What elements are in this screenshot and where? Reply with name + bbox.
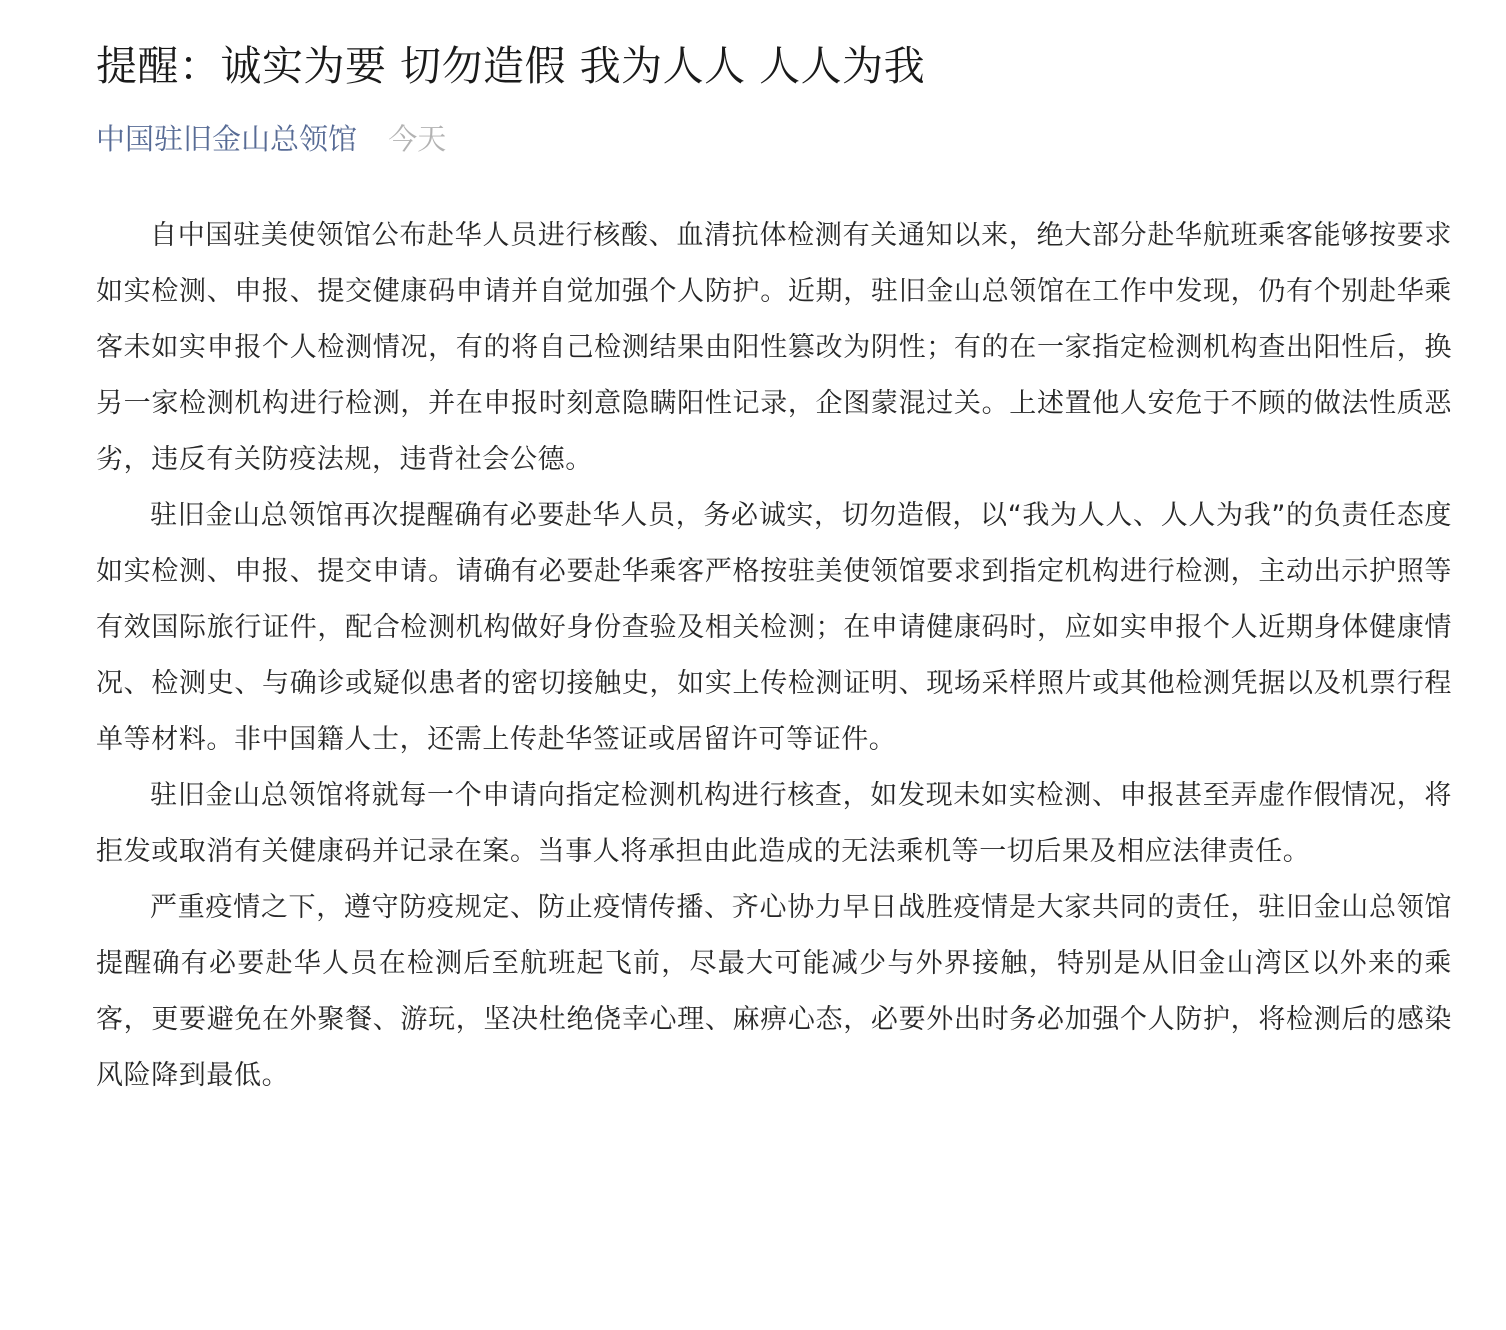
paragraph-3: 驻旧金山总领馆将就每一个申请向指定检测机构进行核查，如发现未如实检测、申报甚至弄虚作假情况，将拒发或取消有关健康码并记录在案。当事人将承担由此造成的无法乘机等一切后果及相应法律责任。 xyxy=(96,780,1452,867)
article xyxy=(96,36,1452,1104)
article-title: 提醒：诚实为要 切勿造假 我为人人 人人为我 xyxy=(96,42,926,90)
author-link[interactable]: 中国驻旧金山总领馆 xyxy=(96,122,358,156)
paragraph-4: 严重疫情之下，遵守防疫规定、防止疫情传播、齐心协力早日战胜疫情是大家共同的责任，驻旧金山总领馆提醒确有必要赴华人员在检测后至航班起飞前，尽最大可能减少与外界接触，特别是从旧金山湾区以外来的乘客，更要避免在外聚餐、游玩，坚决杜绝侥幸心理、麻痹心态，必要外出时务必加强个人防护，将检测后的感染风险降到最低。 xyxy=(96,892,1452,1091)
publish-date: 今天 xyxy=(388,122,447,156)
article-body xyxy=(96,208,1452,1104)
article-meta xyxy=(96,116,1452,162)
paragraph-1: 自中国驻美使领馆公布赴华人员进行核酸、血清抗体检测有关通知以来，绝大部分赴华航班乘客能够按要求如实检测、申报、提交健康码申请并自觉加强个人防护。近期，驻旧金山总领馆在工作中发现，仍有个别赴华乘客未如实申报个人检测情况，有的将自己检测结果由阳性篡改为阴性；有的在一家指定检测机构查出阳性后，换另一家检测机构进行检测，并在申报时刻意隐瞒阳性记录，企图蒙混过关。上述置他人安危于不顾的做法性质恶劣，违反有关防疫法规，违背社会公德。 xyxy=(96,220,1452,475)
paragraph-2: 驻旧金山总领馆再次提醒确有必要赴华人员，务必诚实，切勿造假，以“我为人人、人人为我”的负责任态度如实检测、申报、提交申请。请确有必要赴华乘客严格按驻美使领馆要求到指定机构进行检测，主动出示护照等有效国际旅行证件，配合检测机构做好身份查验及相关检测；在申请健康码时，应如实申报个人近期身体健康情况、检测史、与确诊或疑似患者的密切接触史，如实上传检测证明、现场采样照片或其他检测凭据以及机票行程单等材料。非中国籍人士，还需上传赴华签证或居留许可等证件。 xyxy=(96,500,1452,755)
